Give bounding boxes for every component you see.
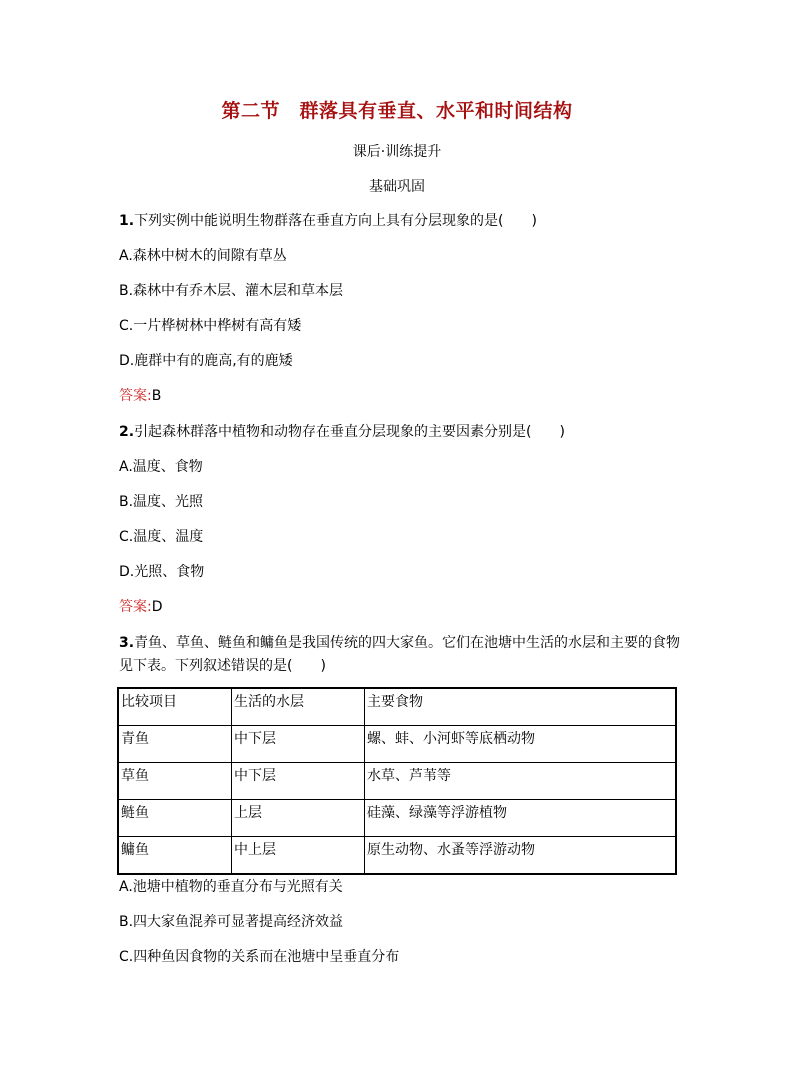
q2-option-a: A.温度、食物 xyxy=(119,459,203,475)
question-number: 1. xyxy=(119,213,135,229)
answer-label: 答案: xyxy=(119,599,152,615)
table-row xyxy=(118,726,676,763)
question-text: 下列实例中能说明生物群落在垂直方向上具有分层现象的是( ) xyxy=(134,213,537,229)
q1-option-d: D.鹿群中有的鹿高,有的鹿矮 xyxy=(119,353,293,369)
q2-option-c: C.温度、温度 xyxy=(119,529,204,545)
question-1 xyxy=(119,210,537,230)
answer-value: B xyxy=(151,388,162,404)
question-number: 2. xyxy=(119,424,135,440)
table-row xyxy=(118,763,676,800)
q2-option-b: B.温度、光照 xyxy=(119,494,204,510)
table-row xyxy=(118,837,676,875)
table-header-cell: 生活的水层 xyxy=(232,688,365,726)
table-header-cell: 比较项目 xyxy=(118,688,232,726)
table-cell: 中下层 xyxy=(232,726,365,763)
section-heading: 基础巩固 xyxy=(369,179,425,195)
page-title: 第二节 群落具有垂直、水平和时间结构 xyxy=(221,100,573,122)
table-cell: 鲢鱼 xyxy=(118,800,232,837)
question-3-line-2: 见下表。下列叙述错误的是( ) xyxy=(119,658,326,674)
table-cell: 中上层 xyxy=(232,837,365,875)
question-number: 3. xyxy=(119,635,135,651)
q1-answer xyxy=(119,385,161,405)
table-cell: 上层 xyxy=(232,800,365,837)
table-header-row xyxy=(118,688,676,726)
table-cell: 鳙鱼 xyxy=(118,837,232,875)
q2-option-d: D.光照、食物 xyxy=(119,564,205,580)
table-cell: 硅藻、绿藻等浮游植物 xyxy=(365,800,677,837)
question-2 xyxy=(119,421,565,441)
q3-option-c: C.四种鱼因食物的关系而在池塘中呈垂直分布 xyxy=(119,949,400,965)
q2-answer xyxy=(119,596,163,616)
table-header-cell: 主要食物 xyxy=(365,688,677,726)
q1-option-a: A.森林中树木的间隙有草丛 xyxy=(119,248,287,264)
q1-option-b: B.森林中有乔木层、灌木层和草本层 xyxy=(119,283,344,299)
subtitle: 课后·训练提升 xyxy=(352,144,442,160)
q1-option-c: C.一片桦树林中桦树有高有矮 xyxy=(119,318,302,334)
answer-label: 答案: xyxy=(119,388,152,404)
fish-table xyxy=(117,687,677,875)
table-cell: 水草、芦苇等 xyxy=(365,763,677,800)
table-cell: 螺、蚌、小河虾等底栖动物 xyxy=(365,726,677,763)
table-cell: 原生动物、水蚤等浮游动物 xyxy=(365,837,677,875)
q3-option-b: B.四大家鱼混养可显著提高经济效益 xyxy=(119,914,344,930)
answer-value: D xyxy=(151,599,163,615)
question-text-line-1: 青鱼、草鱼、鲢鱼和鳙鱼是我国传统的四大家鱼。它们在池塘中生活的水层和主要的食物 xyxy=(134,635,681,651)
question-3 xyxy=(119,632,680,652)
table-cell: 中下层 xyxy=(232,763,365,800)
q3-option-a: A.池塘中植物的垂直分布与光照有关 xyxy=(119,879,343,895)
question-text: 引起森林群落中植物和动物存在垂直分层现象的主要因素分别是( ) xyxy=(134,424,565,440)
table-cell: 草鱼 xyxy=(118,763,232,800)
table-row xyxy=(118,800,676,837)
table-cell: 青鱼 xyxy=(118,726,232,763)
